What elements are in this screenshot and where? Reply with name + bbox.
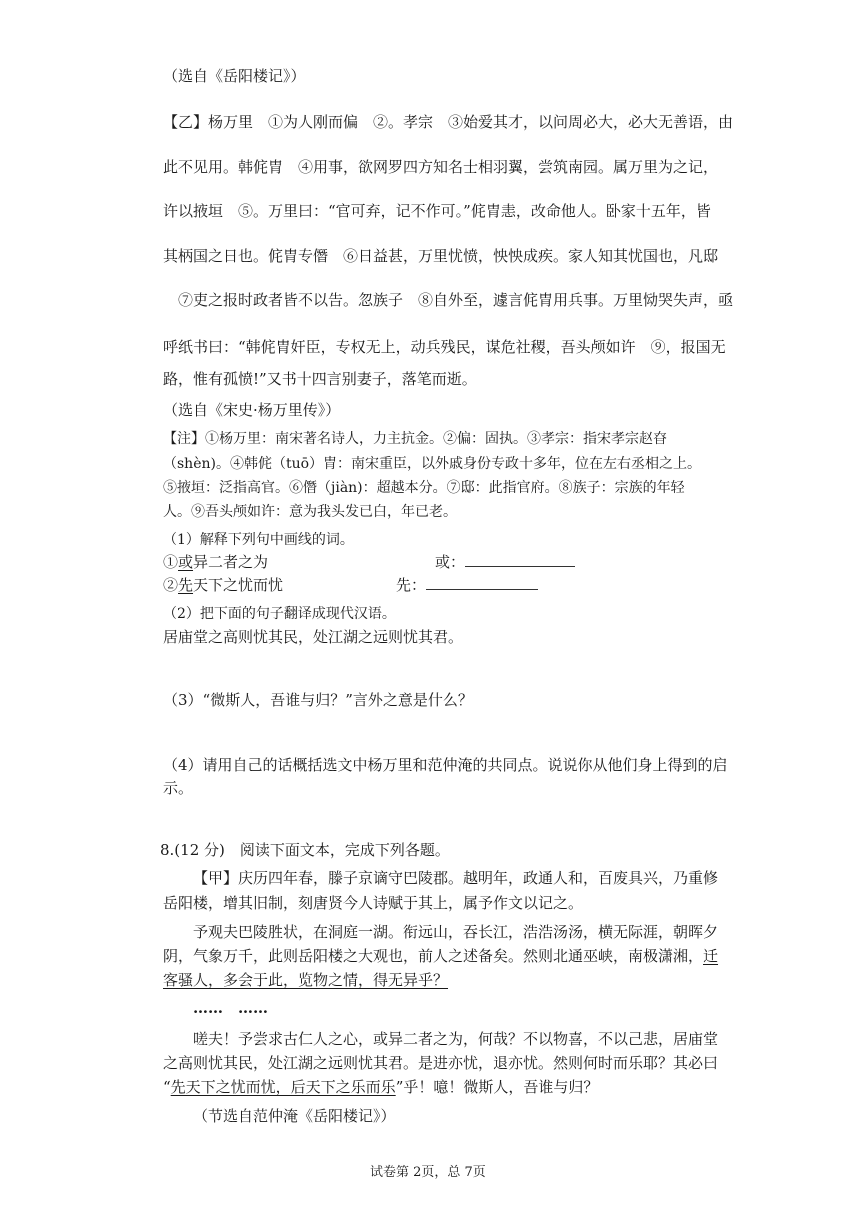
q1-answer-a [435,552,575,572]
q1-item-b-num: ② [163,576,179,594]
para3-line-3-rest: ”乎！噫！微斯人，吾谁与归？ [395,1078,599,1096]
jia-line-2: 岳阳楼，增其旧制，刻唐贤今人诗赋于其上，属予作文以记之。 [163,894,584,912]
para3-line-2: 之高则忧其民，处江湖之远则忧其君。是进亦忧，退亦忧。然则何时而乐耶？其必曰 [163,1054,719,1072]
yi-line-5: ⑦吏之报时政者皆不以告。忽族子 ⑧自外至，遽言侂胄用兵事。万里恸哭失声，亟 [163,291,734,309]
q1-item-a-rest: 异二者之为 [193,553,269,571]
q1-item-a-underlined-word: 或 [178,553,194,571]
yi-line-6: 呼纸书曰：“韩侂胄奸臣，专权无上，动兵残民，谋危社稷，吾头颅如许 ⑨，报国无 [163,338,726,356]
jia-line-1: 【甲】庆历四年春，滕子京谪守巴陵郡。越明年，政通人和，百废具兴，乃重修 [193,869,719,887]
para3-line-3-underlined: 先天下之忧而忧，后天下之乐而乐 [170,1078,396,1096]
q4-line-2: 示。 [163,779,194,797]
q4-line-1: （4）请用自己的话概括选文中杨万里和范仲淹的共同点。说说你从他们身上得到的启 [163,756,728,774]
para3-line-3 [163,1077,598,1097]
para3-line-1: 嗟夫！予尝求古仁人之心，或异二者之为，何哉？不以物喜，不以己悲，居庙堂 [193,1030,719,1048]
q1-answer-a-blank[interactable] [465,552,575,567]
q1-item-b-rest: 天下之忧而忧 [193,576,284,594]
q1-item-a-num: ① [163,553,179,571]
para2-line-3-underlined: 客骚人，多会于此，览物之情，得无异乎？ [163,971,449,989]
para2-line-2-underlined: 迁 [703,947,719,965]
q1-answer-b-label: 先： [396,576,427,594]
yi-line-2: 此不见用。韩侂胄 ④用事，欲网罗四方知名士相羽翼，尝筑南园。属万里为之记， [163,158,719,176]
para2-line-2 [163,946,718,966]
q1-answer-b [396,575,538,595]
q2-title: （2）把下面的句子翻译成现代汉语。 [163,606,396,622]
q1-answer-a-label: 或： [435,553,466,571]
q1-item-a [163,552,268,572]
yi-line-1: 【乙】杨万里 ①为人刚而偏 ②。孝宗 ③始爱其才，以问周必大，必大无善语，由 [163,113,734,131]
q1-item-b [163,575,283,595]
ellipsis: …… …… [193,999,269,1017]
jia-source: （节选自范仲淹《岳阳楼记》） [193,1107,396,1125]
note-line-2: （shèn)。④韩侂（tuō）胄：南宋重臣，以外戚身份专政十多年，位在左右丞相之上。 [163,456,702,472]
note-line-4: 人。⑨吾头颅如许：意为我头发已白，年已老。 [163,504,457,520]
yi-source-top: （选自《岳阳楼记》） [163,67,306,85]
yi-line-3: 许以掖垣 ⑤。万里曰：“官可弃，记不作可。”侂胄恚，改命他人。卧家十五年，皆 [163,202,711,220]
note-line-1: 【注】①杨万里：南宋著名诗人，力主抗金。②偏：固执。③孝宗：指宋孝宗赵昚 [163,431,667,447]
yi-line-4: 其柄国之日也。侂胄专僭 ⑥日益甚，万里忧愤，怏怏成疾。家人知其忧国也，凡邸 [163,247,719,265]
q1-title: （1）解释下列句中画线的词。 [163,532,354,548]
q3-question: （3）“微斯人，吾谁与归？”言外之意是什么？ [163,691,473,709]
q8-title: 8.(12 分) 阅读下面文本，完成下列各题。 [160,841,450,859]
q1-item-b-underlined-word: 先 [178,576,194,594]
para2-line-3 [163,970,448,990]
q1-answer-b-blank[interactable] [426,575,538,590]
yi-line-7: 路，惟有孤愤!”又书十四言别妻子，落笔而逝。 [163,370,477,388]
para2-line-1: 予观夫巴陵胜状，在洞庭一湖。衔远山，吞长江，浩浩汤汤，横无际涯，朝晖夕 [193,923,719,941]
para2-line-2-text: 阴，气象万千，此则岳阳楼之大观也，前人之述备矣。然则北通巫峡，南极潇湘， [163,947,704,965]
yi-source: （选自《宋史·杨万里传》） [163,401,341,419]
page-footer: 试卷第 2页，总 7页 [370,1165,486,1180]
q2-sentence: 居庙堂之高则忧其民，处江湖之远则忧其君。 [163,628,464,646]
note-line-3: ⑤掖垣：泛指高官。⑥僭（jiàn)：超越本分。⑦邸：此指官府。⑧族子：宗族的年轻 [163,480,685,496]
para3-line-3-open-quote: “ [163,1078,171,1096]
